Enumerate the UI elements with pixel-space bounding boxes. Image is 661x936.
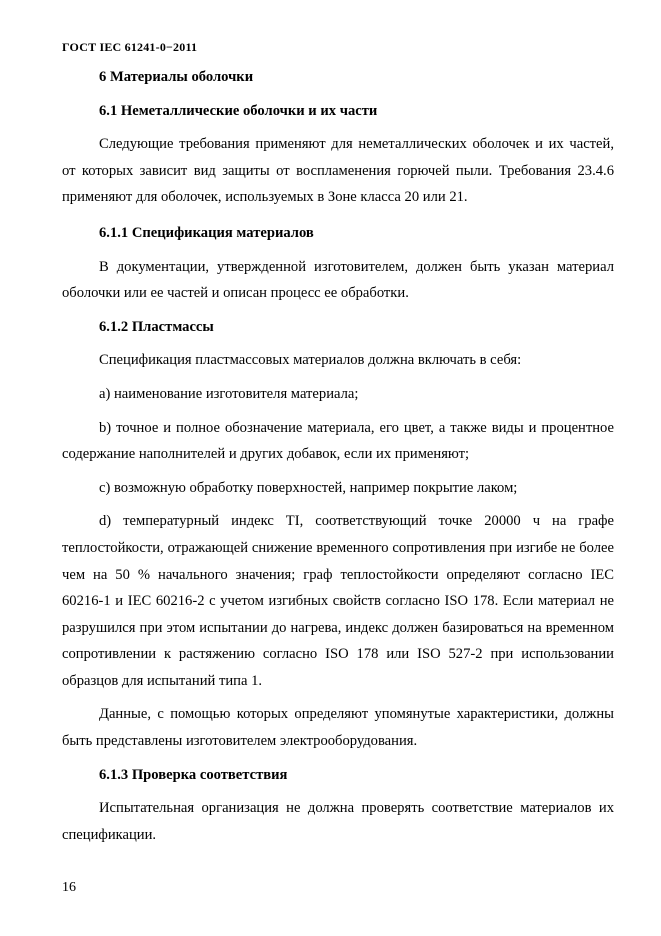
list-item-a: а) наименование изготовителя материала; (99, 385, 359, 402)
paragraph-6-1-intro: Следующие требования применяют для неметаллических оболочек и их частей, от которых зависит вид защиты от воспламенения горючей пыли. Требования 23.4.6 применяют для оболочек, используемых в Зоне класса 20 или 21. (62, 136, 614, 206)
section-heading-6: 6 Материалы оболочки (99, 69, 254, 85)
document-body (62, 64, 614, 848)
list-item-c: с) возможную обработку поверхностей, например покрытие лаком; (99, 479, 518, 496)
paragraph-6-1-1: В документации, утвержденной изготовителем, должен быть указан материал оболочки или ее частей и описан процесс ее обработки. (62, 258, 614, 302)
paragraph-data-provider: Данные, с помощью которых определяют упомянутые характеристики, должны быть представлены изготовителем электрооборудования. (62, 706, 614, 750)
section-heading-6-1-2: 6.1.2 Пластмассы (99, 318, 214, 335)
paragraph-6-1-3: Испытательная организация не должна проверять соответствие материалов их спецификации. (62, 800, 614, 843)
list-item-d: d) температурный индекс TI, соответствующий точке 20000 ч на графе теплостойкости, отражающей снижение временного сопротивления при изгибе не более чем на 50 % начального значения; граф теплостойкости определяют согласно IEC 60216-1 и IEC 60216-2 с учетом изгибных свойств согласно ISO 178. Если материал не разрушился при этом испытании до нагрева, индекс должен базироваться на временном сопротивлении к растяжению согласно ISO 178 или ISO 527-2 при использовании образцов для испытаний типа 1. (62, 513, 614, 689)
section-heading-6-1-3: 6.1.3 Проверка соответствия (99, 766, 288, 783)
list-item-b: b) точное и полное обозначение материала, его цвет, а также виды и процентное содержание наполнителей и других добавок, если их применяют; (62, 419, 614, 463)
section-heading-6-1-1: 6.1.1 Спецификация материалов (99, 224, 314, 241)
page-number: 16 (62, 880, 76, 895)
section-heading-6-1: 6.1 Неметаллические оболочки и их части (99, 102, 378, 119)
paragraph-6-1-2-intro: Спецификация пластмассовых материалов должна включать в себя: (99, 352, 522, 369)
document-code-header: ГОСТ IEC 61241-0−2011 (62, 40, 198, 54)
